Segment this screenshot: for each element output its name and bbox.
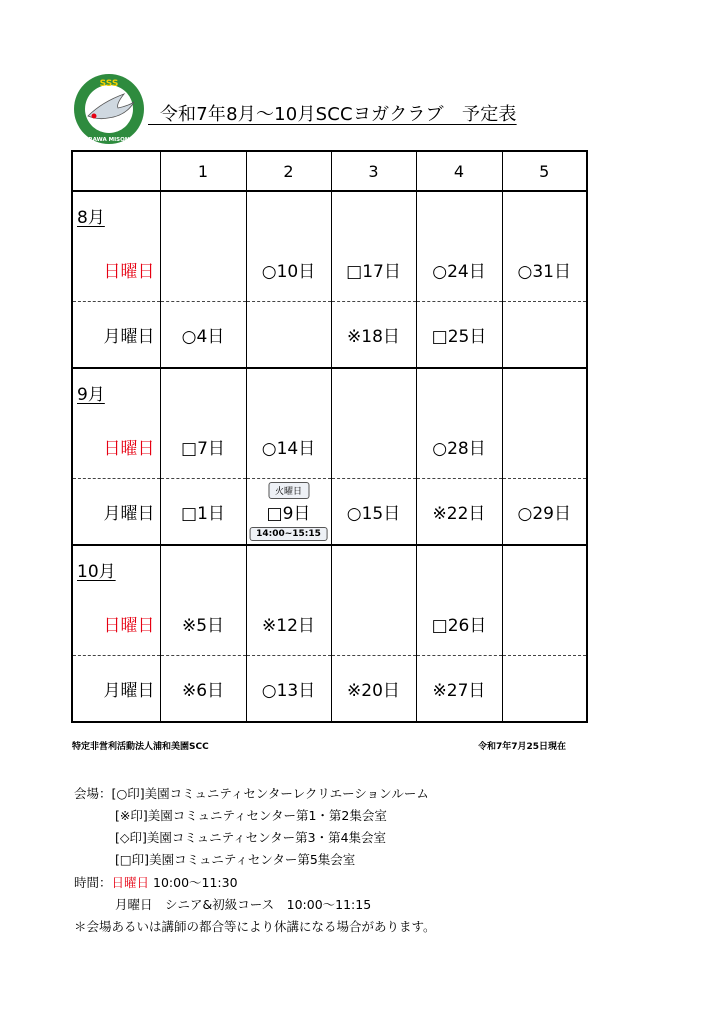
date-cell: ○13日 [246, 656, 331, 723]
date-cell [246, 302, 331, 369]
sunday-row [72, 415, 587, 479]
sunday-row [72, 592, 587, 656]
header-cell: 1 [160, 151, 246, 191]
month-row [72, 545, 587, 592]
date-cell: □25日 [416, 302, 502, 369]
date-cell: □17日 [331, 238, 416, 302]
header-row [72, 151, 587, 191]
date-cell: ※6日 [160, 656, 246, 723]
header-cell: 5 [502, 151, 587, 191]
month-label-cell [72, 368, 160, 415]
monday-label: 月曜日 [72, 302, 160, 369]
special-time-note: 14:00~15:15 [249, 527, 328, 541]
venue-line [74, 784, 429, 802]
date-cell: ※12日 [246, 592, 331, 656]
month-row [72, 368, 587, 415]
page-title: 令和7年8月～10月SCCヨガクラブ 予定表 [148, 104, 517, 125]
date-cell: ○29日 [502, 479, 587, 546]
monday-row [72, 479, 587, 546]
venue-item: [※印]美園コミュニティセンター第1・第2集会室 [115, 808, 387, 823]
month-label-cell [72, 545, 160, 592]
cancellation-note: ＊会場あるいは講師の都合等により休講になる場合があります。 [74, 919, 436, 934]
club-logo [72, 72, 146, 146]
time-sunday-label: 日曜日 [111, 875, 150, 890]
date-cell [502, 592, 587, 656]
logo-ring-text: URAWA MISONO [83, 137, 135, 143]
time-monday-line: 月曜日 シニア&初級コース 10:00～11:15 [115, 897, 372, 912]
date-cell [331, 592, 416, 656]
month-label: 8月 [77, 207, 105, 228]
date-cell: ※27日 [416, 656, 502, 723]
sunday-label: 日曜日 [72, 238, 160, 302]
time-line [74, 873, 238, 891]
header-corner [72, 151, 160, 191]
date-cell: ○4日 [160, 302, 246, 369]
venue-item: [○印]美園コミュニティセンターレクリエーションルーム [111, 786, 429, 801]
date-cell: ○14日 [246, 415, 331, 479]
month-label-cell [72, 191, 160, 238]
date-cell: ※20日 [331, 656, 416, 723]
sunday-row [72, 238, 587, 302]
date-cell: ○28日 [416, 415, 502, 479]
date-cell [502, 415, 587, 479]
tuesday-note: 火曜日 [268, 482, 309, 499]
organization-name: 特定非営利活動法人浦和美園SCC [72, 742, 209, 752]
time-label: 時間： [74, 875, 112, 890]
date-cell: ※22日 [416, 479, 502, 546]
date-cell [160, 238, 246, 302]
schedule-table [71, 150, 588, 723]
date-cell: ※18日 [331, 302, 416, 369]
venue-item: [□印]美園コミュニティセンター第5集会室 [115, 852, 356, 867]
date-cell: ○24日 [416, 238, 502, 302]
venue-item: [◇印]美園コミュニティセンター第3・第4集会室 [115, 830, 387, 845]
date-cell: □26日 [416, 592, 502, 656]
monday-label: 月曜日 [72, 479, 160, 546]
date-cell: ※5日 [160, 592, 246, 656]
date-cell [331, 415, 416, 479]
date-cell: □1日 [160, 479, 246, 546]
as-of-date: 令和7年7月25日現在 [478, 742, 567, 752]
sunday-label: 日曜日 [72, 415, 160, 479]
date-cell [502, 302, 587, 369]
date-cell: □7日 [160, 415, 246, 479]
sunday-label: 日曜日 [72, 592, 160, 656]
month-label: 9月 [77, 384, 105, 405]
monday-row [72, 302, 587, 369]
date-cell-special [246, 479, 331, 546]
time-sunday-value: 10:00～11:30 [149, 875, 238, 890]
monday-row [72, 656, 587, 723]
venue-label: 会場： [74, 786, 112, 801]
header-cell: 3 [331, 151, 416, 191]
month-label: 10月 [77, 561, 116, 582]
header-cell: 4 [416, 151, 502, 191]
monday-label: 月曜日 [72, 656, 160, 723]
special-date: □9日 [266, 504, 311, 524]
month-row [72, 191, 587, 238]
logo-text: SSS [99, 79, 119, 89]
date-cell [502, 656, 587, 723]
header-cell: 2 [246, 151, 331, 191]
date-cell: ○10日 [246, 238, 331, 302]
date-cell: ○31日 [502, 238, 587, 302]
date-cell: ○15日 [331, 479, 416, 546]
